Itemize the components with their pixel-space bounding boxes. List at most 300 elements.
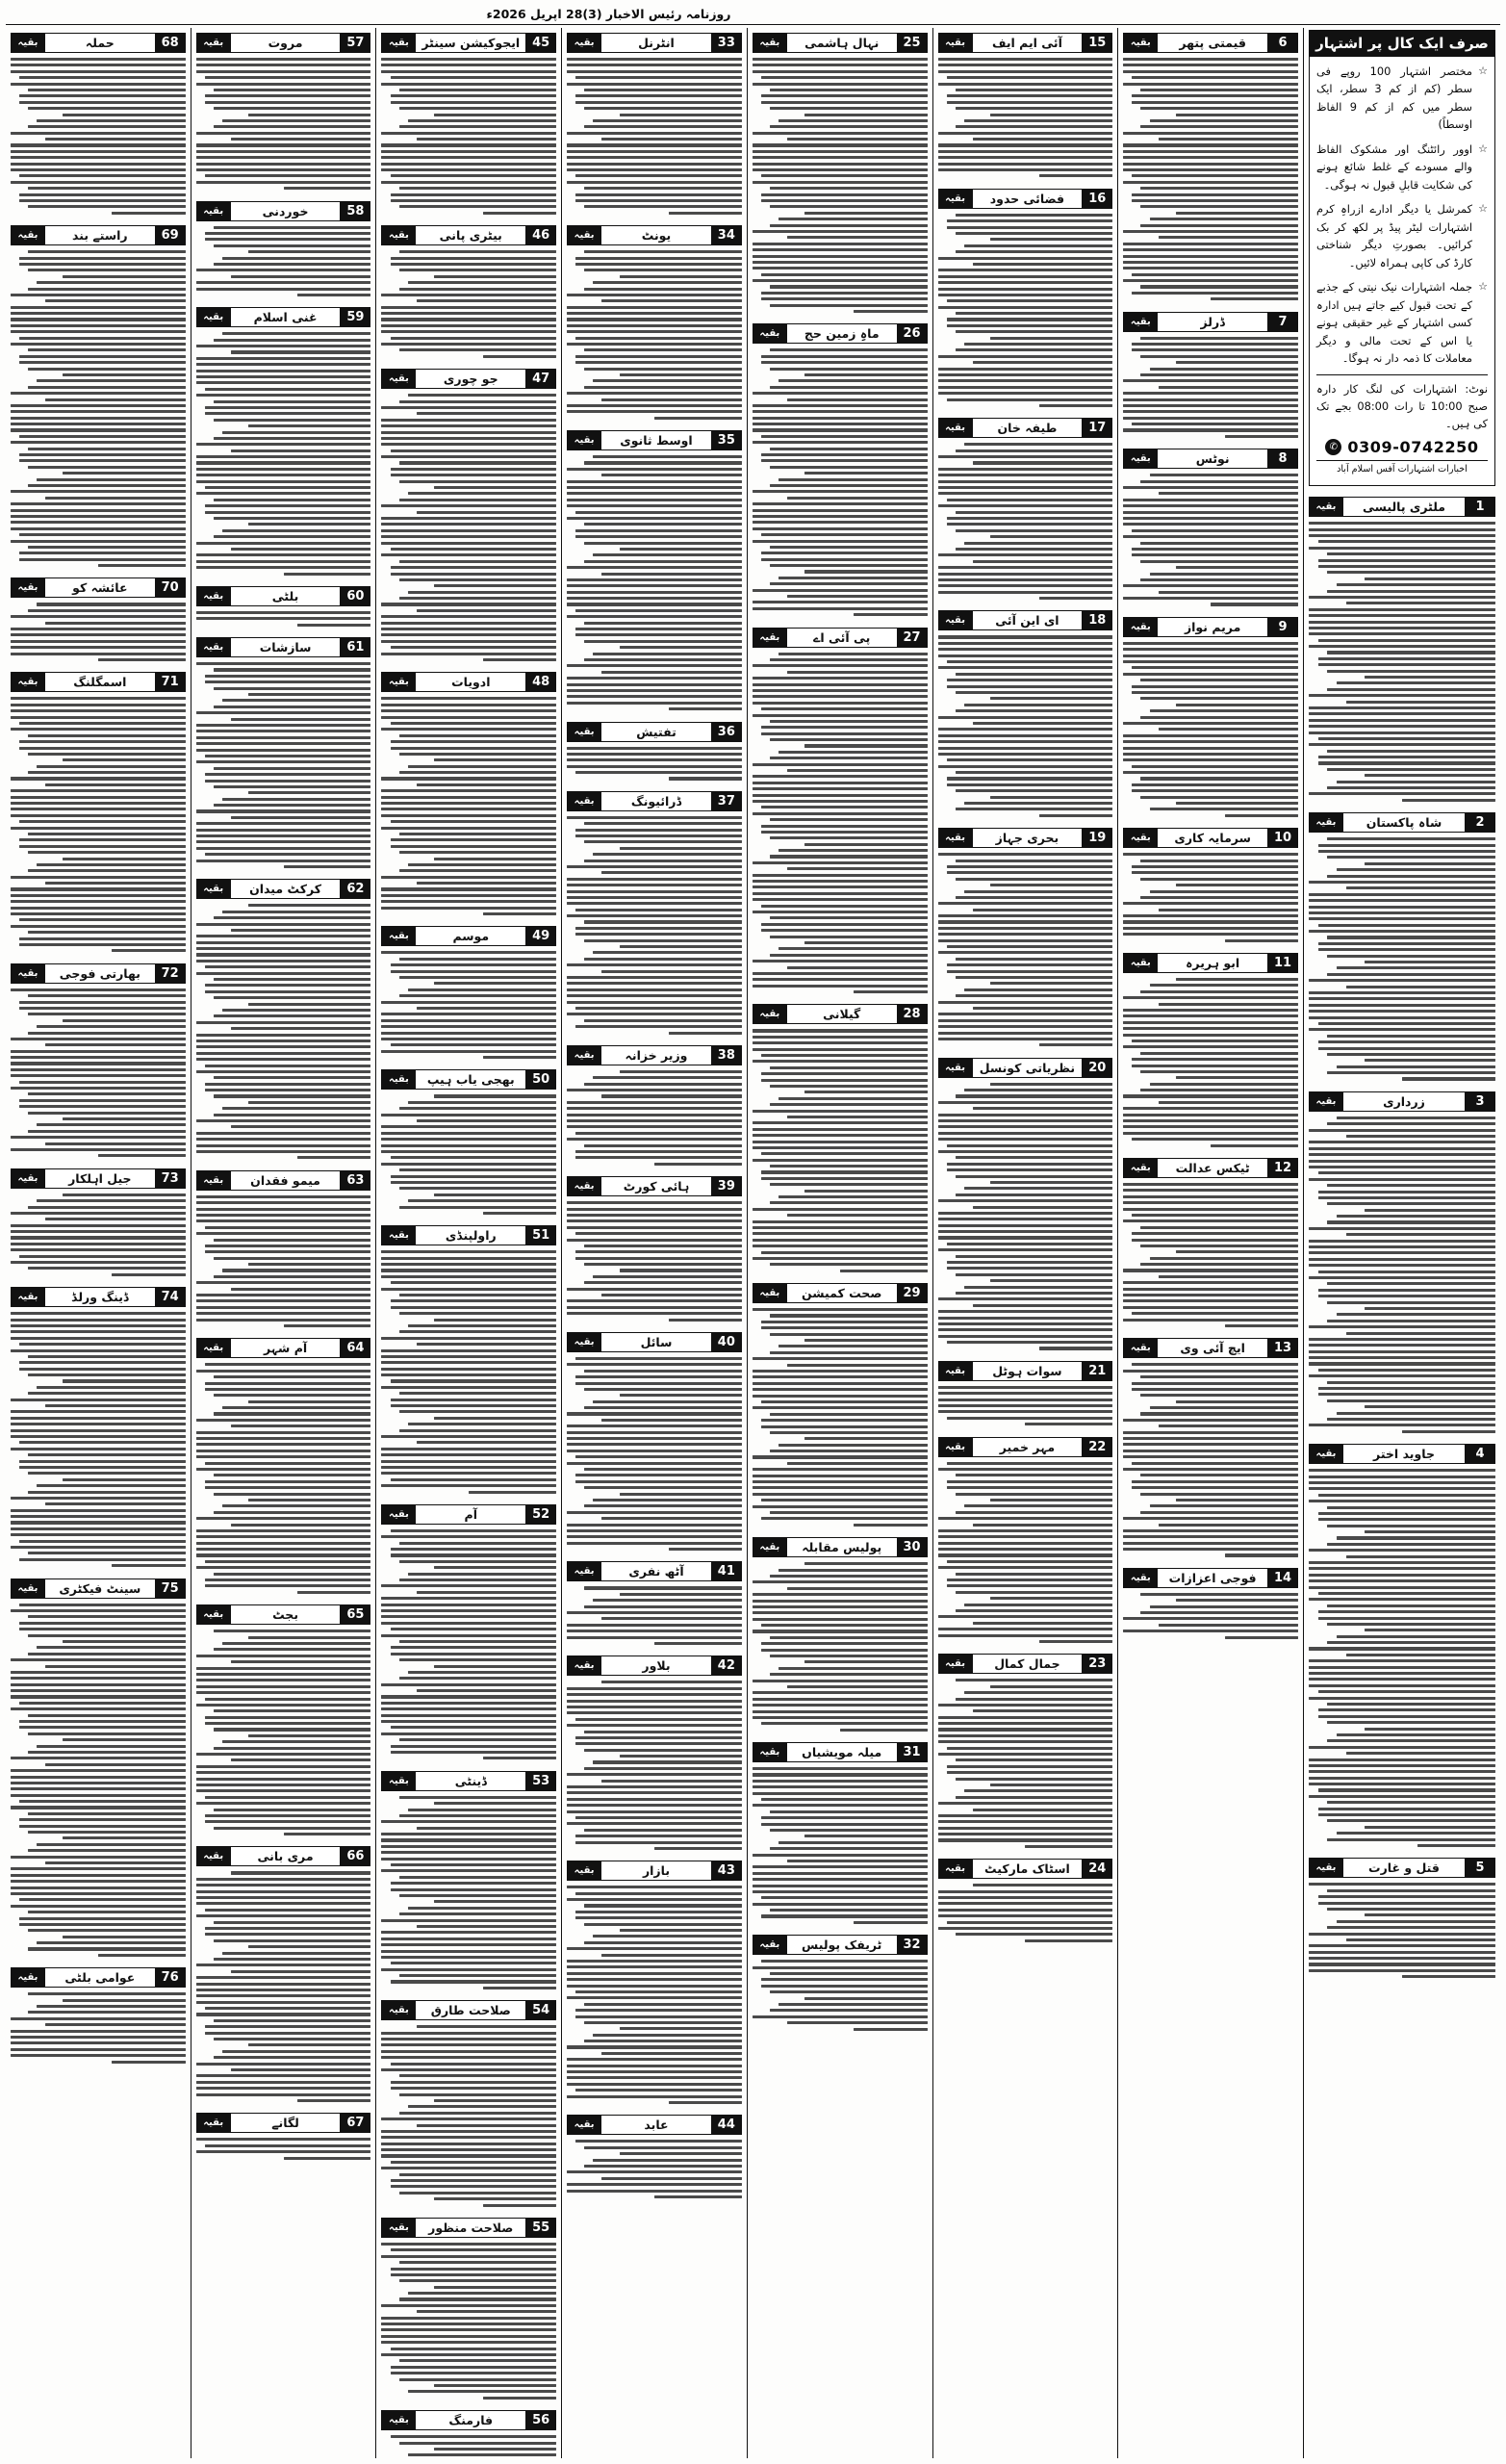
text-line: [248, 904, 370, 907]
text-line: [391, 1281, 557, 1284]
article-title: اسٹاک مارکیٹ: [972, 1860, 1084, 1878]
article-headline-bar[interactable]: [567, 430, 742, 450]
text-line: [620, 2027, 742, 2030]
text-line: [938, 492, 1113, 495]
text-line: [1309, 1374, 1495, 1377]
article-headline-bar[interactable]: [753, 1004, 928, 1024]
text-line: [196, 1219, 371, 1222]
text-line: [1318, 1191, 1495, 1194]
article-title: مریم نواز: [1157, 618, 1268, 636]
text-line: [1327, 651, 1495, 654]
text-line: [19, 1604, 186, 1606]
article-headline-bar[interactable]: [938, 610, 1113, 630]
text-line: [753, 702, 928, 705]
text-line: [19, 1105, 186, 1108]
text-line: [1309, 627, 1495, 629]
text-line: [284, 1833, 371, 1835]
text-line: [196, 474, 371, 476]
text-line: [399, 187, 557, 190]
article-headline-bar[interactable]: [381, 369, 556, 389]
text-line: [28, 448, 186, 450]
text-line: [381, 2317, 556, 2320]
text-line: [753, 527, 928, 530]
text-line: [214, 1747, 371, 1750]
article-title: فوجی اعزازات: [1157, 1569, 1268, 1587]
text-line: [196, 611, 371, 614]
article-headline-bar[interactable]: [196, 586, 371, 606]
article-body-text: [381, 1249, 556, 1500]
text-line: [11, 1243, 186, 1245]
text-line: [1132, 423, 1298, 425]
article-headline-bar[interactable]: [567, 1045, 742, 1065]
article-headline-bar[interactable]: [1123, 312, 1298, 332]
text-line: [391, 1882, 557, 1885]
continuation-tag: بقیہ: [939, 1362, 972, 1380]
article-headline-bar[interactable]: [567, 791, 742, 811]
article-headline-bar[interactable]: [381, 1225, 556, 1245]
article-headline-bar[interactable]: [1123, 1568, 1298, 1588]
article-headline-bar[interactable]: [11, 672, 186, 692]
text-line: [956, 232, 1113, 235]
text-line: [11, 83, 186, 86]
article-headline-bar[interactable]: [938, 1058, 1113, 1078]
text-line: [248, 1499, 370, 1502]
article-headline-bar[interactable]: [196, 201, 371, 221]
text-line: [1123, 1009, 1298, 1012]
article-headline-bar[interactable]: [567, 33, 742, 53]
whatsapp-icon: ✆: [1325, 439, 1341, 455]
text-line: [19, 845, 186, 848]
text-line: [1123, 1208, 1298, 1211]
text-line: [567, 2083, 742, 2086]
text-line: [399, 1814, 557, 1817]
text-line: [938, 294, 1113, 296]
text-line: [381, 2304, 556, 2307]
article-headline-bar[interactable]: [381, 2000, 556, 2020]
text-line: [567, 1208, 742, 1211]
article-number-badge: 71: [156, 673, 185, 691]
text-line: [575, 94, 742, 97]
text-line: [593, 1275, 741, 1278]
article-headline-bar[interactable]: [1123, 33, 1298, 53]
text-line: [1309, 1016, 1495, 1019]
article-title: عائشہ کو: [44, 578, 156, 597]
text-line: [11, 777, 186, 780]
article-headline-bar[interactable]: [196, 2113, 371, 2133]
text-line: [567, 578, 742, 581]
text-line: [584, 1923, 742, 1926]
text-line: [1140, 205, 1298, 208]
text-line: [205, 232, 371, 235]
text-line: [63, 858, 185, 860]
text-line: [214, 1573, 371, 1576]
article-headline-bar[interactable]: [1309, 812, 1495, 833]
text-line: [947, 94, 1113, 97]
text-line: [196, 1685, 371, 1688]
text-line: [1309, 596, 1495, 599]
text-line: [584, 1486, 742, 1489]
text-line: [567, 1947, 742, 1950]
text-line: [947, 226, 1113, 229]
text-line: [973, 461, 1112, 464]
text-line: [1140, 697, 1298, 700]
text-line: [11, 1886, 186, 1889]
text-line: [1365, 1913, 1495, 1916]
article-headline-bar[interactable]: [567, 722, 742, 742]
article-title: مہر خمیر: [972, 1438, 1084, 1456]
text-line: [391, 1646, 557, 1649]
article-headline-bar[interactable]: [381, 1069, 556, 1090]
article-headline-bar[interactable]: [11, 1967, 186, 1988]
text-line: [601, 1681, 741, 1683]
article-headline-bar[interactable]: [753, 1742, 928, 1762]
text-line: [584, 1083, 742, 1086]
article-number-badge: 60: [341, 587, 370, 605]
text-line: [567, 143, 742, 146]
text-line: [584, 288, 742, 291]
article-headline-bar[interactable]: [1123, 1158, 1298, 1178]
text-line: [28, 348, 186, 351]
text-line: [753, 892, 928, 895]
text-line: [381, 2038, 556, 2040]
text-line: [408, 591, 556, 594]
article-headline-bar[interactable]: [1309, 1444, 1495, 1464]
text-line: [399, 2261, 557, 2264]
article-body-text: [381, 1795, 556, 1996]
article-headline-bar[interactable]: [567, 1861, 742, 1881]
text-line: [28, 484, 186, 487]
article-headline-bar[interactable]: [11, 578, 186, 598]
text-line: [1132, 765, 1298, 768]
text-line: [567, 1138, 742, 1141]
article-headline-bar[interactable]: [11, 1168, 186, 1189]
text-line: [1309, 881, 1495, 884]
text-line: [391, 1043, 557, 1046]
text-line: [938, 920, 1113, 923]
text-line: [196, 1964, 371, 1966]
text-line: [584, 622, 742, 625]
text-line: [1318, 1047, 1495, 1050]
text-line: [391, 566, 557, 569]
article-headline-bar[interactable]: [567, 2115, 742, 2135]
text-line: [593, 379, 741, 382]
article-headline-bar[interactable]: [196, 1846, 371, 1866]
text-line: [214, 2056, 371, 2059]
article-headline-bar[interactable]: [567, 1656, 742, 1676]
article-headline-bar[interactable]: [938, 1437, 1113, 1457]
text-line: [770, 546, 928, 549]
article-title: بیٹری پانی: [415, 226, 526, 244]
text-line: [196, 1468, 371, 1471]
article-headline-bar[interactable]: [938, 1654, 1113, 1674]
text-line: [1123, 1132, 1298, 1135]
text-line: [214, 706, 371, 708]
text-line: [11, 1148, 186, 1151]
article-headline-bar[interactable]: [938, 1361, 1113, 1381]
text-line: [381, 504, 556, 507]
text-line: [938, 1914, 1113, 1917]
article-headline-bar[interactable]: [567, 1176, 742, 1196]
article-headline-bar[interactable]: [1309, 497, 1495, 517]
text-line: [1318, 1690, 1495, 1693]
text-line: [770, 916, 928, 919]
text-line: [567, 168, 742, 171]
article-body-text: [1309, 1882, 1495, 1984]
text-line: [196, 736, 371, 739]
text-line: [381, 306, 556, 309]
text-line: [575, 1736, 742, 1739]
text-line: [1123, 261, 1298, 264]
text-line: [753, 607, 928, 610]
article-body-text: [567, 2139, 742, 2204]
article-headline-bar[interactable]: [938, 1859, 1113, 1879]
text-line: [399, 1738, 557, 1741]
article-headline-bar[interactable]: [567, 1332, 742, 1352]
text-line: [391, 76, 557, 79]
text-line: [28, 1732, 186, 1735]
text-line: [381, 951, 556, 954]
text-line: [753, 267, 928, 270]
text-line: [575, 174, 742, 177]
article-headline-bar[interactable]: [1123, 617, 1298, 637]
article-headline-bar[interactable]: [1123, 953, 1298, 973]
text-line: [381, 437, 556, 440]
text-line: [567, 816, 742, 819]
text-line: [1123, 1014, 1298, 1017]
article-headline-bar[interactable]: [196, 1604, 371, 1625]
text-line: [196, 2013, 371, 2015]
text-line: [381, 716, 556, 719]
text-line: [381, 2130, 556, 2133]
article-headline-bar[interactable]: [11, 1578, 186, 1599]
article-headline-bar[interactable]: [567, 1561, 742, 1581]
article-headline-bar[interactable]: [1309, 1858, 1495, 1878]
text-line: [417, 882, 556, 885]
article-headline-bar[interactable]: [938, 33, 1113, 53]
article-headline-bar[interactable]: [381, 225, 556, 245]
text-line: [11, 163, 186, 166]
text-line: [753, 1134, 928, 1137]
text-line: [1132, 1480, 1298, 1483]
article-headline-bar[interactable]: [1123, 1338, 1298, 1358]
text-line: [231, 1288, 370, 1291]
article-headline-bar[interactable]: [381, 2218, 556, 2238]
text-line: [196, 730, 371, 732]
text-line: [381, 900, 556, 903]
text-line: [381, 1257, 556, 1260]
text-line: [761, 361, 928, 364]
article-title: بلاور: [600, 1656, 712, 1675]
text-line: [787, 1685, 927, 1688]
text-line: [11, 410, 186, 413]
text-line: [381, 324, 556, 327]
text-line: [761, 806, 928, 808]
text-line: [28, 187, 186, 190]
text-line: [1318, 1813, 1495, 1816]
article-headline-bar[interactable]: [381, 2410, 556, 2430]
text-line: [381, 156, 556, 159]
text-line: [98, 564, 186, 567]
article-headline-bar[interactable]: [1123, 449, 1298, 469]
text-line: [593, 1760, 741, 1763]
article-headline-bar[interactable]: [753, 323, 928, 344]
text-line: [205, 1578, 371, 1581]
text-line: [196, 560, 371, 563]
text-line: [770, 818, 928, 821]
text-line: [575, 2009, 742, 2012]
text-line: [1123, 523, 1298, 526]
advert-phone-row[interactable]: [1316, 438, 1488, 456]
text-line: [28, 368, 186, 371]
continuation-tag: بقیہ: [382, 1070, 415, 1089]
article-number-badge: 38: [712, 1046, 741, 1065]
text-line: [938, 927, 1113, 930]
article-headline-bar[interactable]: [567, 225, 742, 245]
article-headline-bar[interactable]: [381, 33, 556, 53]
article-number-badge: 25: [898, 34, 927, 52]
text-line: [1365, 1307, 1495, 1310]
star-icon: ☆: [1478, 141, 1488, 155]
text-line: [417, 1441, 556, 1444]
article-headline-bar[interactable]: [753, 1283, 928, 1303]
text-line: [938, 1019, 1113, 1022]
text-line: [381, 529, 556, 532]
text-line: [1365, 1826, 1495, 1829]
text-line: [1140, 777, 1298, 780]
text-line: [381, 1125, 556, 1128]
text-line: [1176, 212, 1298, 215]
text-line: [231, 718, 370, 721]
article-number-badge: 16: [1083, 190, 1111, 208]
continuation-tag: بقیہ: [382, 34, 415, 52]
text-line: [804, 373, 927, 376]
text-line: [938, 1410, 1113, 1413]
text-line: [1337, 1313, 1495, 1316]
text-line: [787, 595, 927, 598]
text-line: [1123, 243, 1298, 245]
text-line: [214, 1275, 371, 1278]
text-line: [567, 1978, 742, 1981]
article-headline-bar[interactable]: [938, 828, 1113, 848]
text-line: [231, 1424, 370, 1427]
article-headline-bar[interactable]: [11, 33, 186, 53]
article-headline-bar[interactable]: [1123, 828, 1298, 848]
article-number-badge: 73: [156, 1169, 185, 1188]
text-line: [28, 994, 186, 997]
text-line: [973, 1007, 1112, 1010]
article-headline-bar[interactable]: [938, 189, 1113, 209]
article-number-badge: 43: [712, 1861, 741, 1880]
text-line: [1318, 1040, 1495, 1043]
text-line: [770, 466, 928, 469]
article-body-text: [196, 1362, 371, 1600]
article-headline-bar[interactable]: [11, 963, 186, 984]
text-line: [11, 988, 186, 991]
article-headline-bar[interactable]: [196, 33, 371, 53]
text-line: [787, 236, 927, 239]
article-headline-bar[interactable]: [196, 307, 371, 327]
article-headline-bar[interactable]: [938, 418, 1113, 438]
article-title: غنی اسلام: [230, 308, 342, 326]
text-line: [947, 685, 1113, 688]
article-headline-bar[interactable]: [11, 225, 186, 245]
article-number-badge: 59: [341, 308, 370, 326]
text-line: [620, 646, 742, 649]
article-headline-bar[interactable]: [753, 33, 928, 53]
continuation-tag: بقیہ: [1310, 1859, 1342, 1877]
text-line: [28, 546, 186, 549]
article-headline-bar[interactable]: [1309, 1091, 1495, 1112]
text-line: [1327, 1721, 1495, 1724]
text-line: [1309, 1010, 1495, 1013]
text-line: [381, 1373, 556, 1376]
text-line: [956, 330, 1113, 333]
article-headline-bar[interactable]: [753, 628, 928, 648]
text-line: [11, 58, 186, 61]
text-line: [399, 1330, 557, 1333]
text-line: [222, 1107, 370, 1110]
article-headline-bar[interactable]: [196, 879, 371, 899]
text-line: [1140, 1052, 1298, 1055]
article-headline-bar[interactable]: [11, 1287, 186, 1307]
text-line: [964, 244, 1112, 247]
text-line: [214, 1412, 371, 1415]
text-line: [19, 355, 186, 358]
text-line: [584, 187, 742, 190]
text-line: [567, 664, 742, 667]
text-line: [761, 355, 928, 358]
text-line: [804, 1660, 927, 1663]
text-line: [11, 294, 186, 296]
article-headline-bar[interactable]: [753, 1935, 928, 1955]
article-headline-bar[interactable]: [381, 672, 556, 692]
text-line: [761, 174, 928, 177]
text-line: [956, 89, 1113, 91]
text-line: [1150, 1257, 1298, 1260]
text-line: [196, 1052, 371, 1055]
text-line: [938, 1704, 1113, 1707]
text-line: [28, 1130, 186, 1133]
text-line: [964, 890, 1112, 893]
text-line: [19, 1099, 186, 1102]
text-line: [196, 1655, 371, 1657]
text-line: [753, 714, 928, 717]
text-line: [779, 119, 927, 122]
text-line: [1309, 1944, 1495, 1947]
text-line: [601, 2052, 741, 2055]
text-line: [1176, 978, 1298, 981]
text-line: [567, 976, 742, 979]
article-headline-bar[interactable]: [381, 926, 556, 946]
text-line: [381, 1032, 556, 1035]
text-line: [753, 800, 928, 803]
article-headline-bar[interactable]: [381, 1504, 556, 1525]
text-line: [28, 205, 186, 208]
article-headline-bar[interactable]: [196, 637, 371, 657]
article-headline-bar[interactable]: [753, 1537, 928, 1557]
text-line: [770, 1847, 928, 1850]
advert-phone-number[interactable]: 0309-0742250: [1347, 438, 1479, 457]
text-line: [575, 2089, 742, 2092]
text-line: [214, 517, 371, 520]
article-headline-bar[interactable]: [381, 1771, 556, 1791]
text-line: [956, 1156, 1113, 1159]
text-line: [483, 1757, 556, 1759]
text-line: [770, 304, 928, 307]
article-headline-bar[interactable]: [196, 1170, 371, 1191]
article-headline-bar[interactable]: [196, 1338, 371, 1358]
text-line: [37, 2005, 185, 2008]
